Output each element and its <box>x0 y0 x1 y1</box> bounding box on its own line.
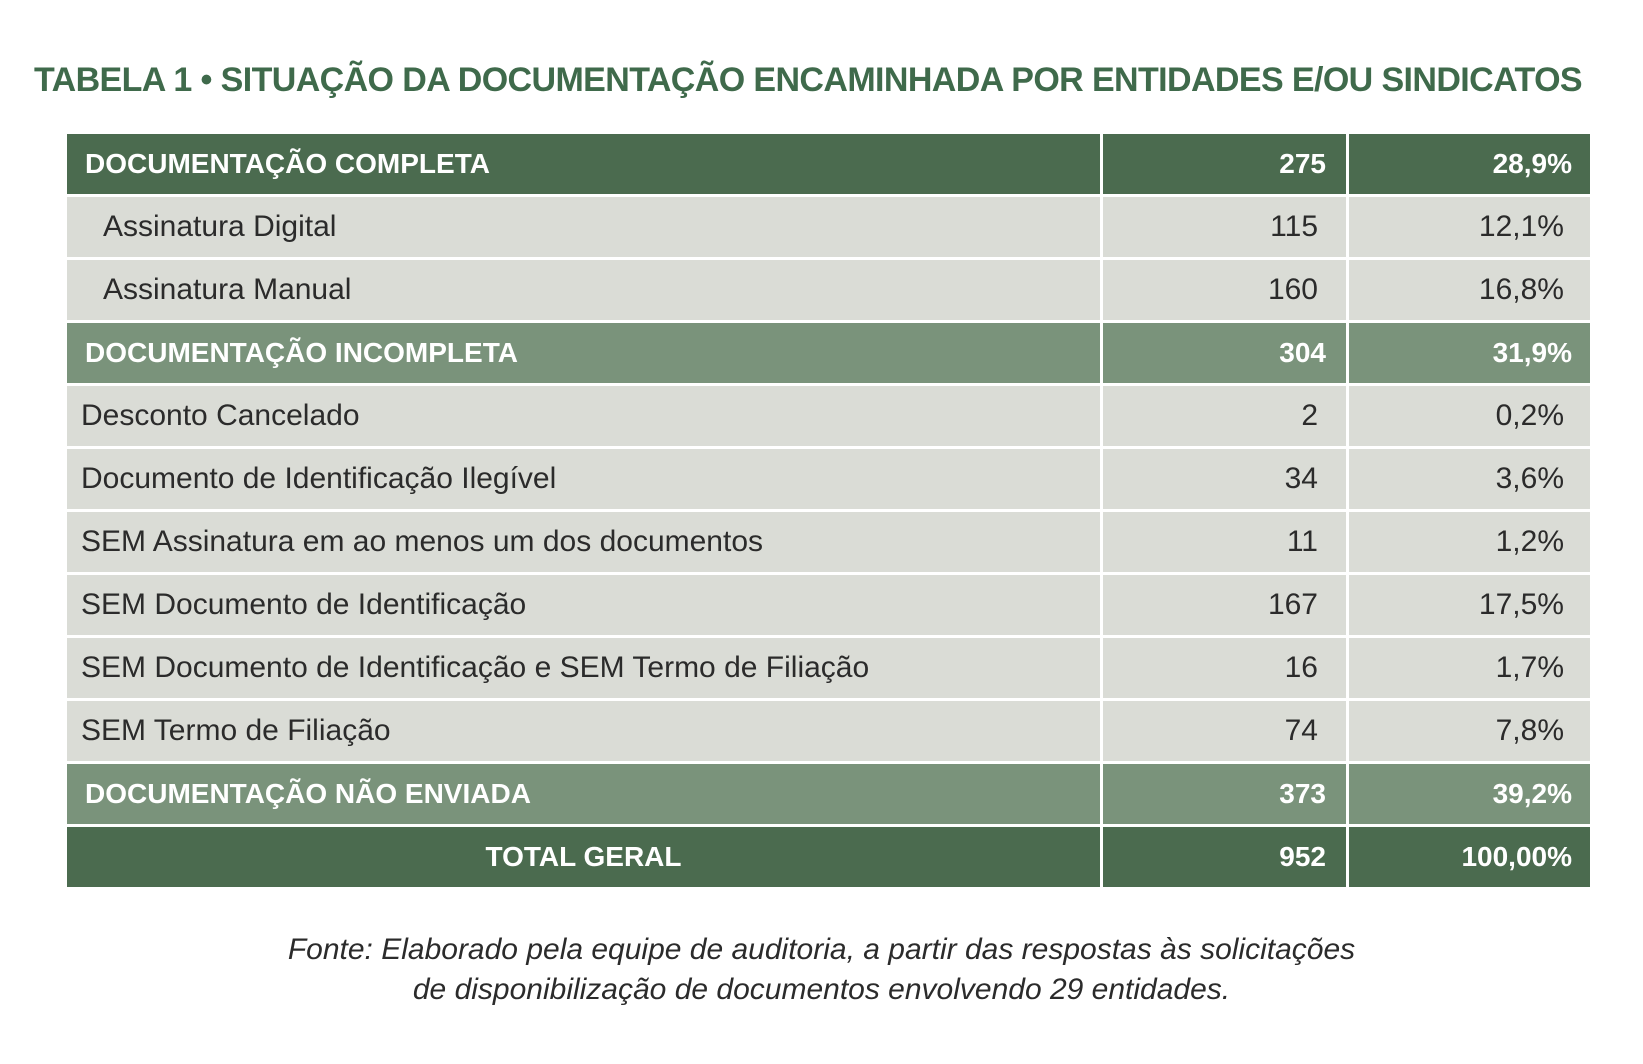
source-line-1: Fonte: Elaborado pela equipe de auditoria, a partir das respostas às solicitações <box>287 933 1356 966</box>
row-label: Documento de Identificação Ilegível <box>66 448 1102 511</box>
row-count: 275 <box>1102 133 1348 196</box>
row-total-geral <box>66 826 1592 889</box>
row-documentacao-nao-enviada <box>66 763 1592 826</box>
row-percent: 16,8% <box>1348 259 1592 322</box>
row-label: Desconto Cancelado <box>66 385 1102 448</box>
row-label: TOTAL GERAL <box>66 826 1102 889</box>
row-assinatura-manual <box>66 259 1592 322</box>
row-percent: 100,00% <box>1348 826 1592 889</box>
row-count: 34 <box>1102 448 1348 511</box>
row-count: 11 <box>1102 511 1348 574</box>
row-label: SEM Termo de Filiação <box>66 700 1102 763</box>
row-percent: 3,6% <box>1348 448 1592 511</box>
row-label: SEM Assinatura em ao menos um dos documentos <box>66 511 1102 574</box>
row-desconto-cancelado <box>66 385 1592 448</box>
row-count: 167 <box>1102 574 1348 637</box>
row-count: 160 <box>1102 259 1348 322</box>
documentation-status-table <box>64 131 1593 890</box>
row-count: 304 <box>1102 322 1348 385</box>
row-label: DOCUMENTAÇÃO NÃO ENVIADA <box>66 763 1102 826</box>
row-label: Assinatura Manual <box>66 259 1102 322</box>
row-count: 74 <box>1102 700 1348 763</box>
row-percent: 1,2% <box>1348 511 1592 574</box>
row-label: Assinatura Digital <box>66 196 1102 259</box>
row-sem-documento <box>66 574 1592 637</box>
row-percent: 39,2% <box>1348 763 1592 826</box>
row-count: 115 <box>1102 196 1348 259</box>
row-label: DOCUMENTAÇÃO INCOMPLETA <box>66 322 1102 385</box>
row-count: 952 <box>1102 826 1348 889</box>
row-sem-termo <box>66 700 1592 763</box>
row-label: SEM Documento de Identificação <box>66 574 1102 637</box>
row-label: DOCUMENTAÇÃO COMPLETA <box>66 133 1102 196</box>
row-documentacao-completa <box>66 133 1592 196</box>
row-label: SEM Documento de Identificação e SEM Termo de Filiação <box>66 637 1102 700</box>
row-count: 373 <box>1102 763 1348 826</box>
source-note <box>0 930 1643 1010</box>
row-documentacao-incompleta <box>66 322 1592 385</box>
row-percent: 28,9% <box>1348 133 1592 196</box>
source-line-2: de disponibilização de documentos envolvendo 29 entidades. <box>412 973 1231 1006</box>
row-sem-documento-e-termo <box>66 637 1592 700</box>
table-title: TABELA 1 • SITUAÇÃO DA DOCUMENTAÇÃO ENCAMINHADA POR ENTIDADES E/OU SINDICATOS <box>34 61 1582 99</box>
row-percent: 7,8% <box>1348 700 1592 763</box>
row-percent: 12,1% <box>1348 196 1592 259</box>
row-assinatura-digital <box>66 196 1592 259</box>
row-documento-ilegivel <box>66 448 1592 511</box>
row-percent: 31,9% <box>1348 322 1592 385</box>
row-sem-assinatura <box>66 511 1592 574</box>
row-percent: 0,2% <box>1348 385 1592 448</box>
row-percent: 1,7% <box>1348 637 1592 700</box>
row-count: 16 <box>1102 637 1348 700</box>
row-percent: 17,5% <box>1348 574 1592 637</box>
row-count: 2 <box>1102 385 1348 448</box>
